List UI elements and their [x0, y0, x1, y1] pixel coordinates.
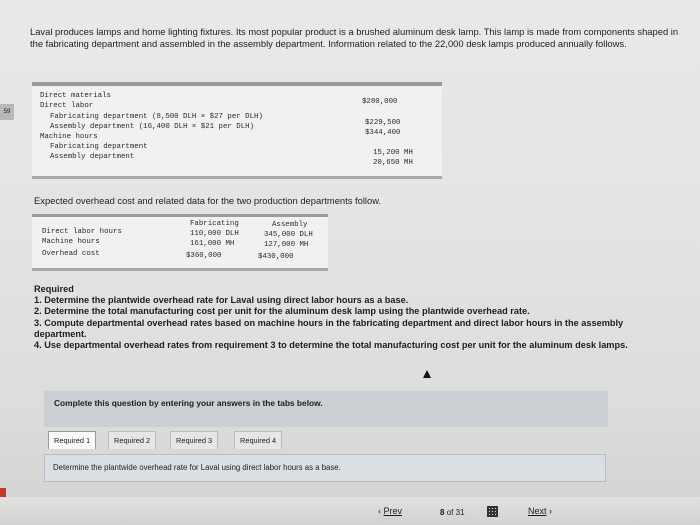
- tab-required-4[interactable]: Required 4: [234, 431, 282, 449]
- direct-materials-label: Direct materials: [40, 92, 111, 100]
- grid-icon[interactable]: [487, 506, 498, 517]
- table-divider: [32, 268, 328, 271]
- row-asm-value: $430,000: [258, 253, 294, 261]
- answer-tabs: [44, 428, 608, 454]
- prev-button[interactable]: [378, 506, 402, 516]
- page-indicator: [440, 508, 465, 517]
- col-header-assembly: Assembly: [272, 221, 308, 229]
- required-item-3: 3. Compute departmental overhead rates based on machine hours in the fabricating department and direct labor hours in the assembly department.: [34, 317, 624, 339]
- required-item-2: 2. Determine the total manufacturing cost per unit for the aluminum desk lamp using the plantwide overhead rate.: [34, 306, 530, 317]
- col-header-fabricating: Fabricating: [190, 220, 239, 228]
- row-fab-value: 161,000 MH: [190, 240, 235, 248]
- tab-instruction-text: Determine the plantwide overhead rate for Laval using direct labor hours as a base.: [53, 463, 341, 472]
- overhead-intro-text: Expected overhead cost and related data for the two production departments follow.: [34, 195, 382, 206]
- row-asm-value: 345,000 DLH: [264, 231, 313, 239]
- page-of: of: [446, 508, 454, 517]
- table-divider: [32, 176, 442, 179]
- next-label: Next: [528, 506, 547, 516]
- row-label: Direct labor hours: [42, 228, 122, 236]
- required-item-1: 1. Determine the plantwide overhead rate for Laval using direct labor hours as a base.: [34, 295, 409, 306]
- prev-label: Prev: [383, 506, 403, 516]
- direct-materials-value: $280,000: [362, 98, 398, 106]
- assembly-labor-value: $344,400: [365, 129, 401, 137]
- fabricating-mh-label: Fabricating department: [50, 143, 148, 151]
- bottom-nav-bar: [0, 497, 700, 525]
- tab-required-2[interactable]: Required 2: [108, 431, 156, 449]
- overhead-table: [32, 214, 328, 269]
- machine-hours-label: Machine hours: [40, 133, 98, 141]
- fabricating-labor-label: Fabricating department (8,500 DLH × $27 per DLH): [50, 113, 263, 121]
- required-item-4: 4. Use departmental overhead rates from requirement 3 to determine the total manufacturing cost per unit for the aluminum desk lamps.: [34, 340, 628, 351]
- fabricating-mh-value: 15,200 MH: [373, 149, 413, 157]
- mouse-cursor-icon: [423, 370, 431, 378]
- required-heading: Required: [34, 284, 74, 294]
- complete-banner: [44, 391, 608, 427]
- fabricating-labor-value: $229,500: [365, 119, 401, 127]
- page-total: 31: [455, 508, 465, 517]
- row-fab-value: $360,000: [186, 252, 222, 260]
- tab-required-3[interactable]: Required 3: [170, 431, 218, 449]
- row-asm-value: 127,000 MH: [264, 241, 309, 249]
- row-label: Machine hours: [42, 238, 100, 246]
- tab-required-1[interactable]: Required 1: [48, 431, 96, 449]
- direct-labor-label: Direct labor: [40, 102, 94, 110]
- intro-text: Laval produces lamps and home lighting fixtures. Its most popular product is a brushed aluminum desk lamp. This lamp is made from components shaped in the fabricating department and assembled in the assembly department. Information related to the 22,000 desk lamps produced annually follows.: [30, 26, 679, 49]
- assembly-labor-label: Assembly department (16,400 DLH × $21 per DLH): [50, 123, 255, 131]
- page-current: 8: [440, 508, 445, 517]
- row-label: Overhead cost: [42, 250, 100, 258]
- assembly-mh-value: 20,650 MH: [373, 159, 413, 167]
- cost-table: [32, 82, 442, 178]
- tab-instruction: [44, 454, 606, 482]
- next-button[interactable]: [528, 506, 552, 516]
- required-section: [34, 284, 664, 351]
- assembly-mh-label: Assembly department: [50, 153, 135, 161]
- row-fab-value: 110,000 DLH: [190, 230, 239, 238]
- chevron-right-icon: ›: [549, 506, 553, 516]
- chevron-left-icon: ‹: [378, 506, 381, 516]
- complete-banner-text: Complete this question by entering your answers in the tabs below.: [54, 398, 323, 408]
- side-badge: 59: [0, 104, 14, 120]
